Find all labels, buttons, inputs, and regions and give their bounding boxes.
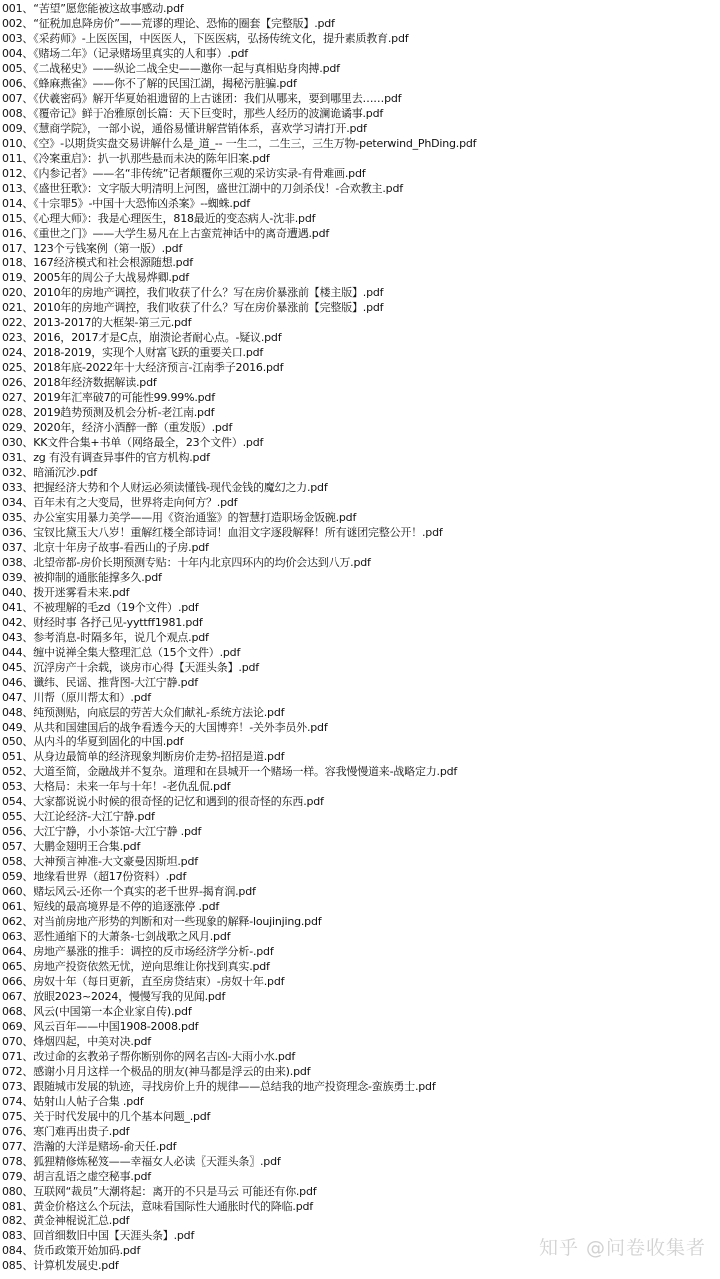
file-list-item: 050、从内斗的华夏到固化的中国.pdf [2, 735, 184, 749]
file-list-item: 002、“征税加息降房价”——荒谬的理论、恐怖的圈套【完整版】.pdf [2, 16, 335, 30]
file-list-item: 033、把握经济大势和个人财运必须读懂钱-现代金钱的魔幻之力.pdf [2, 481, 328, 494]
file-list-item: 046、谶纬、民谣、推背图-大江宁静.pdf [2, 675, 198, 689]
file-list-item: 070、烽烟四起，中美对决.pdf [2, 1034, 151, 1048]
file-list-item: 003、《采药师》-上医医国，中医医人，下医医病，弘扬传统文化，提升素质教育.pdf [2, 31, 409, 45]
file-list-item: 064、房地产暴涨的推手：调控的反市场经济学分析-.pdf [2, 945, 274, 959]
file-list-item: 075、关于时代发展中的几个基本问题_.pdf [2, 1109, 211, 1123]
file-list-item: 060、赌坛风云-还你一个真实的老千世界-揭育润.pdf [2, 885, 256, 899]
file-list-item: 051、从身边最简单的经济现象判断房价走势-招招是道.pdf [2, 750, 285, 764]
file-list-item: 080、互联网“裁员”大潮将起：离开的不只是马云 可能还有你.pdf [2, 1184, 317, 1198]
file-list-item: 030、KK文件合集+书单（网络最全，23个文件）.pdf [2, 436, 264, 450]
file-list [2, 2, 718, 1274]
file-list-item: 077、浩瀚的大洋是赌场-俞天任.pdf [2, 1139, 177, 1153]
file-list-item: 065、房地产投资依然无忧，逆向思维让你找到真实.pdf [2, 960, 270, 973]
file-list-item: 045、沉浮房产十余载，谈房市心得【天涯头条】.pdf [2, 660, 259, 674]
file-list-item: 068、风云(中国第一本企业家自传).pdf [2, 1004, 192, 1018]
file-list-item: 014、《十宗罪5》-中国十大恐怖凶杀案》--蜘蛛.pdf [2, 196, 250, 210]
file-list-item: 031、zg 有没有调查异事件的官方机构.pdf [2, 451, 210, 465]
file-list-item: 021、2010年的房地产调控，我们收获了什么？写在房价暴涨前【完整版】.pdf [2, 301, 384, 315]
file-list-item: 037、北京十年房子故事-看西山的子房.pdf [2, 540, 209, 554]
file-list-item: 063、恶性通缩下的大萧条-七剑战歌之风月.pdf [2, 930, 231, 944]
file-list-item: 008、《覆帝记》鲜于冶雅原创长篇：天下巨变时，那些人经历的波澜诡谲事.pdf [2, 106, 384, 120]
file-list-item: 001、“苦望”愿您能被这故事感动.pdf [2, 2, 184, 15]
file-list-item: 084、货币政策开始加码.pdf [2, 1244, 141, 1258]
file-list-item: 055、大江论经济-大江宁静.pdf [2, 810, 155, 824]
file-list-item: 042、财经时事 各抒己见-yyttff1981.pdf [2, 615, 203, 629]
file-list-item: 018、167经济模式和社会根源随想.pdf [2, 256, 193, 270]
file-list-item: 048、纯预测贴，向底层的劳苦大众们献礼-系统方法论.pdf [2, 705, 285, 719]
file-list-item: 028、2019趋势预测及机会分析-老江南.pdf [2, 406, 215, 420]
file-list-item: 007、《伏羲密码》解开华夏始祖遗留的上古谜团：我们从哪来，要到哪里去……pdf [2, 91, 402, 105]
file-list-item: 004、《赌场二年》（记录赌场里真实的人和事）.pdf [2, 46, 248, 60]
file-list-item: 015、《心理大师》：我是心理医生，818最近的变态病人-沈非.pdf [2, 211, 316, 225]
file-list-item: 078、狐狸精修炼秘笈——幸福女人必读〖天涯头条〗.pdf [2, 1154, 281, 1168]
file-list-item: 058、大神预言神准-大文豪曼因斯坦.pdf [2, 855, 198, 869]
file-list-item: 059、地缘看世界（超17份资料）.pdf [2, 870, 187, 884]
file-list-item: 067、放眼2023~2024，慢慢写我的见闻.pdf [2, 989, 226, 1003]
file-list-item: 062、对当前房地产形势的判断和对一些现象的解释-loujinjing.pdf [2, 915, 322, 929]
file-list-item: 032、暗涌沉沙.pdf [2, 466, 97, 480]
file-list-item: 085、计算机发展史.pdf [2, 1259, 119, 1273]
file-list-item: 038、北望帝都-房价长期预测专贴：十年内北京四环内的均价会达到八万.pdf [2, 555, 371, 569]
file-list-item: 054、大家都说说小时候的很奇怪的记忆和遇到的很奇怪的东西.pdf [2, 795, 324, 809]
file-list-item: 041、不被理解的毛zd（19个文件）.pdf [2, 600, 199, 614]
file-list-item: 012、《内参记者》——名“非传统”记者颠覆你三观的采访实录-有骨难画.pdf [2, 166, 366, 180]
file-list-item: 011、《冷案重启》：扒一扒那些悬而未决的陈年旧案.pdf [2, 151, 270, 165]
file-list-item: 010、《空》-以期货实盘交易讲解什么是_道_-- 一生二，二生三，三生万物-peterwind_PhDing.pdf [2, 136, 477, 150]
file-list-item: 006、《蜂麻燕雀》——你不了解的民国江湖，揭秘污脏骗.pdf [2, 76, 297, 90]
file-list-item: 019、2005年的周公子大战易烨卿.pdf [2, 271, 189, 285]
file-list-item: 005、《二战秘史》——纵论二战全史——邀你一起与真相贴身肉搏.pdf [2, 61, 340, 75]
file-list-item: 044、缠中说禅全集大整理汇总（15个文件）.pdf [2, 645, 241, 659]
file-list-item: 025、2018年底-2022年十大经济预言-江南季子2016.pdf [2, 361, 284, 375]
file-list-item: 076、寒门难再出贵子.pdf [2, 1124, 130, 1138]
file-list-item: 027、2019年汇率破7的可能性99.99%.pdf [2, 391, 215, 405]
zhihu-watermark: 知乎 @问卷收集者 [538, 1237, 706, 1259]
file-list-item: 073、跟随城市发展的轨迹，寻找房价上升的规律——总结我的地产投资理念-蛮族勇士.pdf [2, 1079, 436, 1093]
file-list-item: 035、办公室实用暴力美学——用《资治通鉴》的智慧打造职场金饭碗.pdf [2, 510, 357, 524]
file-list-item: 009、《慧商学院》，一部小说，通俗易懂讲解营销体系，喜欢学习请打开.pdf [2, 121, 367, 135]
file-list-item: 022、2013-2017的大框架-第三元.pdf [2, 316, 192, 330]
file-list-item: 043、参考消息-时隔多年，说几个观点.pdf [2, 630, 209, 644]
file-list-item: 049、从共和国建国后的战争看透今天的大国博弈！-关外李员外.pdf [2, 720, 328, 734]
file-list-item: 079、胡言乱语之虚空秘事.pdf [2, 1169, 151, 1183]
file-list-item: 066、房奴十年（每日更新，直至房贷结束）-房奴十年.pdf [2, 974, 285, 988]
file-list-item: 017、123个亏钱案例（第一版）.pdf [2, 241, 183, 255]
file-list-item: 023、2016，2017才是C点，崩溃论者耐心点。-疑议.pdf [2, 331, 282, 345]
file-list-item: 040、拨开迷雾看未来.pdf [2, 585, 130, 599]
file-list-item: 053、大格局：未来一年与十年！-老仇乱侃.pdf [2, 780, 231, 794]
file-list-item: 039、被抑制的通胀能撑多久.pdf [2, 570, 162, 584]
file-list-item: 082、黄金神棍说汇总.pdf [2, 1214, 130, 1228]
file-list-item: 056、大江宁静，小小茶馆-大江宁静 .pdf [2, 825, 202, 839]
file-list-item: 081、黄金价格这么个玩法，意味看国际性大通胀时代的降临.pdf [2, 1199, 313, 1213]
file-list-item: 024、2018-2019，实现个人财富飞跃的重要关口.pdf [2, 346, 264, 360]
file-list-item: 071、改过命的玄教弟子帮你断别你的网名吉凶-大雨小水.pdf [2, 1049, 296, 1063]
file-list-item: 052、大道至简，金融战并不复杂。道理和在县城开一个赌场一样。容我慢慢道来-战略定力.pdf [2, 765, 458, 779]
file-list-item: 034、百年未有之大变局，世界将走向何方？.pdf [2, 495, 238, 509]
file-list-item: 026、2018年经济数据解读.pdf [2, 376, 157, 390]
file-list-item: 061、短线的最高境界是不停的追逐涨停 .pdf [2, 900, 220, 914]
file-list-item: 074、姑射山人帖子合集 .pdf [2, 1094, 144, 1108]
file-list-item: 036、宝钗比黛玉大八岁！重解红楼全部诗词！血泪文字逐段解释！所有谜团完整公开！.pdf [2, 525, 443, 539]
file-list-item: 029、2020年，经济小酒醉一醉（重发版）.pdf [2, 421, 233, 435]
file-list-item: 013、《盛世狂歌》：文字版大明清明上河图，盛世江湖中的刀剑杀伐！-合欢教主.pdf [2, 181, 403, 195]
file-list-item: 020、2010年的房地产调控，我们收获了什么？写在房价暴涨前【楼主版】.pdf [2, 286, 384, 300]
file-list-item: 016、《重世之门》——大学生易凡在上古蛮荒神话中的离奇遭遇.pdf [2, 226, 330, 240]
file-list-item: 057、大鹏金翅明王合集.pdf [2, 840, 141, 854]
file-list-item: 047、川帮（原川帮太和）.pdf [2, 690, 151, 704]
file-list-item: 072、感谢小月月这样一个极品的朋友(神马都是浮云的由来).pdf [2, 1064, 311, 1078]
file-list-item: 069、风云百年——中国1908-2008.pdf [2, 1019, 199, 1033]
file-list-item: 083、回首细数旧中国【天涯头条】.pdf [2, 1229, 195, 1243]
